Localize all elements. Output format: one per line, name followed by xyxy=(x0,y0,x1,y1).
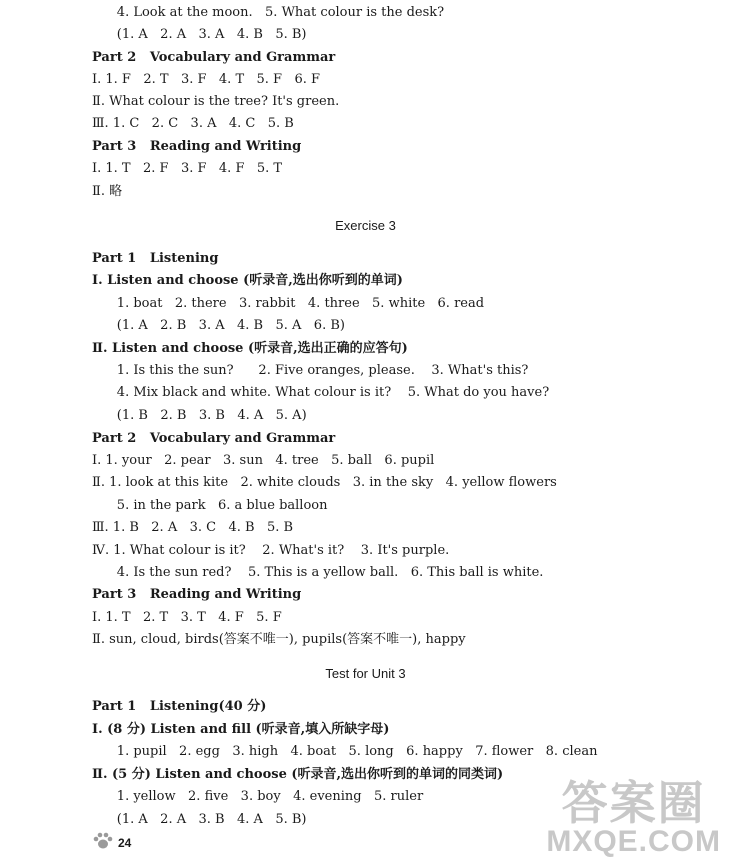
text-line: Ⅱ. What colour is the tree? It's green. xyxy=(92,94,340,109)
watermark xyxy=(546,779,721,857)
text-line: Ⅰ. 1. T 2. T 3. T 4. F 5. F xyxy=(92,610,282,625)
text-line: 1. pupil 2. egg 3. high 4. boat 5. long 6. happy 7. flower 8. clean xyxy=(92,744,598,759)
page-footer xyxy=(92,831,131,855)
question-heading: Ⅱ. Listen and choose (听录音,选出正确的应答句) xyxy=(92,341,408,356)
part-heading: Part 1 Listening(40 分) xyxy=(92,699,267,714)
question-heading: Ⅱ. (5 分) Listen and choose (听录音,选出你听到的单词的同类词) xyxy=(92,767,504,782)
text-line: 1. Is this the sun? 2. Five oranges, please. 3. What's this? xyxy=(92,363,529,378)
question-heading: Ⅰ. (8 分) Listen and fill (听录音,填入所缺字母) xyxy=(92,722,390,737)
text-line: Ⅰ. 1. T 2. F 3. F 4. F 5. T xyxy=(92,161,283,176)
text-line: Ⅰ. 1. your 2. pear 3. sun 4. tree 5. ball 6. pupil xyxy=(92,453,435,468)
text-line: Ⅲ. 1. B 2. A 3. C 4. B 5. B xyxy=(92,520,294,535)
text-line: 1. boat 2. there 3. rabbit 4. three 5. white 6. read xyxy=(92,296,485,311)
watermark-logo-text: 答案圈 xyxy=(561,777,706,829)
text-line: Ⅲ. 1. C 2. C 3. A 4. C 5. B xyxy=(92,116,294,131)
text-line: Ⅱ. sun, cloud, birds(答案不唯一), pupils(答案不唯一), happy xyxy=(92,632,466,647)
text-line: Ⅰ. 1. F 2. T 3. F 4. T 5. F 6. F xyxy=(92,72,321,87)
text-line: 1. yellow 2. five 3. boy 4. evening 5. ruler xyxy=(92,789,424,804)
part-heading: Part 3 Reading and Writing xyxy=(92,587,302,602)
text-line: 5. in the park 6. a blue balloon xyxy=(92,498,328,513)
section-title-exercise-3: Exercise 3 xyxy=(335,218,396,233)
text-line: (1. A 2. A 3. B 4. A 5. B) xyxy=(92,812,307,827)
part-heading: Part 3 Reading and Writing xyxy=(92,139,302,154)
text-line: (1. B 2. B 3. B 4. A 5. A) xyxy=(92,408,307,423)
watermark-url: MXQE.COM xyxy=(546,825,721,858)
text-line: 4. Is the sun red? 5. This is a yellow ball. 6. This ball is white. xyxy=(92,565,544,580)
text-line: 4. Look at the moon. 5. What colour is the desk? xyxy=(92,5,445,20)
section-title-test-unit-3: Test for Unit 3 xyxy=(325,666,406,681)
part-heading: Part 2 Vocabulary and Grammar xyxy=(92,50,336,65)
text-line: Ⅱ. 1. look at this kite 2. white clouds 3. in the sky 4. yellow flowers xyxy=(92,475,557,490)
part-heading: Part 2 Vocabulary and Grammar xyxy=(92,431,336,446)
text-line: 4. Mix black and white. What colour is it? 5. What do you have? xyxy=(92,385,550,400)
text-line: (1. A 2. A 3. A 4. B 5. B) xyxy=(92,27,307,42)
text-line: (1. A 2. B 3. A 4. B 5. A 6. B) xyxy=(92,318,345,333)
question-heading: Ⅰ. Listen and choose (听录音,选出你听到的单词) xyxy=(92,273,403,288)
text-line: Ⅱ. 略 xyxy=(92,184,123,199)
part-heading: Part 1 Listening xyxy=(92,251,219,266)
page-number: 24 xyxy=(118,836,132,850)
text-line: Ⅳ. 1. What colour is it? 2. What's it? 3. It's purple. xyxy=(92,543,450,558)
paw-print-icon xyxy=(92,831,114,855)
